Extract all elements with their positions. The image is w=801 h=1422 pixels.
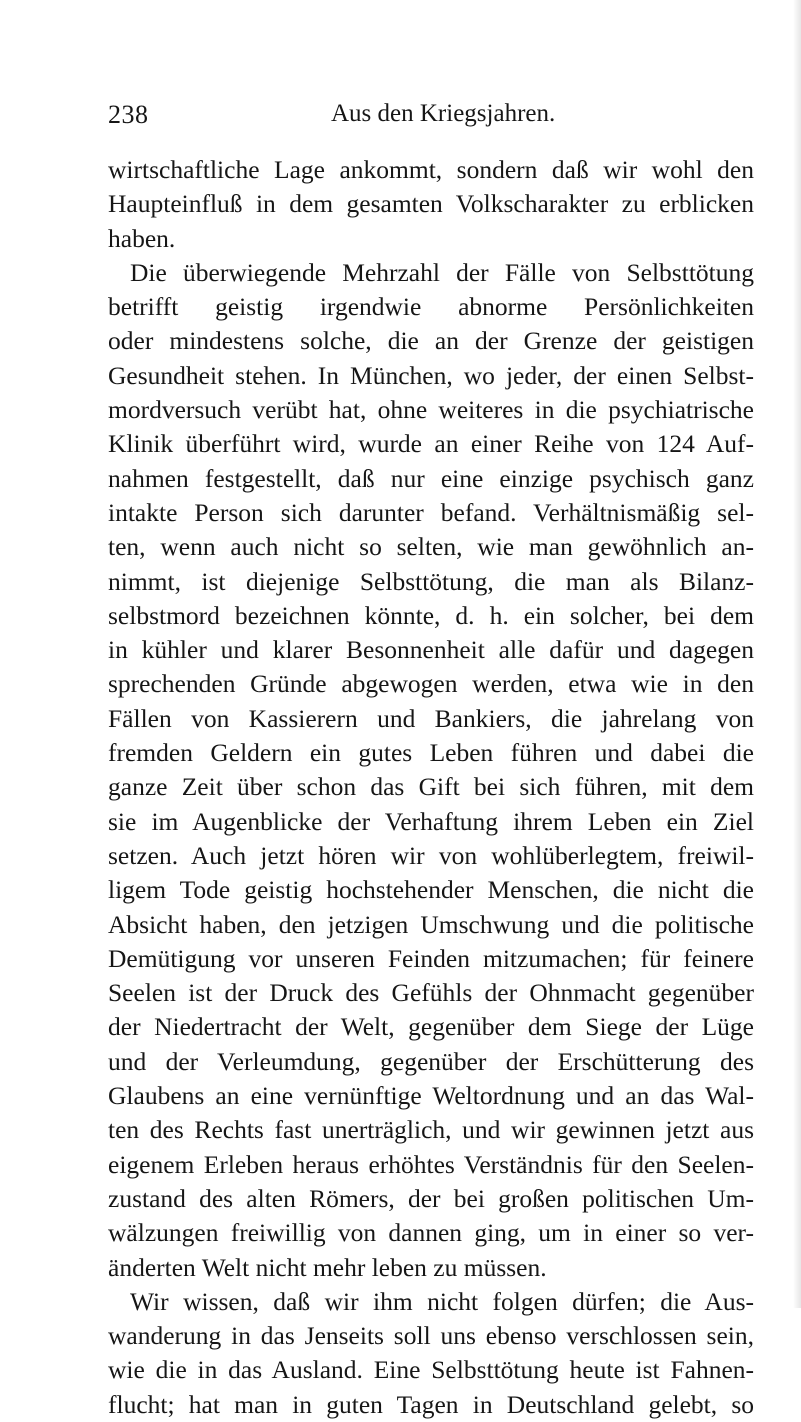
text-line: Seelen ist der Druck des Gefühls der Ohnmacht gegenüber xyxy=(108,978,754,1008)
text-line: wirtschaftliche Lage ankommt, sondern daß wir wohl den xyxy=(108,155,754,184)
text-line: in kühler und klarer Besonnenheit alle dafür und dagegen xyxy=(108,635,754,665)
text-line: und der Verleumdung, gegenüber der Erschütterung des xyxy=(108,1046,754,1076)
text-line: wanderung in das Jenseits soll uns ebenso verschlossen sein, xyxy=(108,1321,754,1351)
text-line: fremden Geldern ein gutes Leben führen und dabei die xyxy=(108,738,754,768)
text-line: Die überwiegende Mehrzahl der Fälle von Selbsttötung xyxy=(130,257,754,287)
text-line: Wir wissen, daß wir ihm nicht folgen dürfen; die Aus- xyxy=(130,1286,754,1316)
text-line: sie im Augenblicke der Verhaftung ihrem Leben ein Ziel xyxy=(108,806,754,836)
text-line: zustand des alten Römers, der bei großen politischen Um- xyxy=(108,1183,754,1213)
text-line: mordversuch verübt hat, ohne weiteres in die psychiatrische xyxy=(108,395,754,425)
text-line: Gesundheit stehen. In München, wo jeder, der einen Selbst- xyxy=(108,360,754,390)
text-line: selbstmord bezeichnen könnte, d. h. ein solcher, bei dem xyxy=(108,600,754,630)
text-line: intakte Person sich darunter befand. Verhältnismäßig sel- xyxy=(108,497,754,527)
text-line: setzen. Auch jetzt hören wir von wohlüberlegtem, freiwil- xyxy=(108,840,754,870)
text-line: nahmen festgestellt, daß nur eine einzige psychisch ganz xyxy=(108,463,754,493)
page-edge-shadow xyxy=(793,0,801,1308)
text-line: eigenem Erleben heraus erhöhtes Verständnis für den Seelen- xyxy=(108,1149,754,1179)
page-number: 238 xyxy=(108,100,149,129)
text-line: haben. xyxy=(108,223,176,253)
text-line: wälzungen freiwillig von dannen ging, um in einer so ver- xyxy=(108,1218,754,1248)
text-line: ganze Zeit über schon das Gift bei sich führen, mit dem xyxy=(108,772,754,802)
text-line: Klinik überführt wird, wurde an einer Reihe von 124 Auf- xyxy=(108,429,754,459)
text-line: ligem Tode geistig hochstehender Menschen, die nicht die xyxy=(108,875,754,905)
text-line: ten des Rechts fast unerträglich, und wir gewinnen jetzt aus xyxy=(108,1115,754,1145)
text-line: Fällen von Kassierern und Bankiers, die jahrelang von xyxy=(108,703,754,733)
text-line: Haupteinfluß in dem gesamten Volkscharakter zu erblicken xyxy=(108,189,754,219)
text-line: der Niedertracht der Welt, gegenüber dem Siege der Lüge xyxy=(108,1012,754,1042)
page-header xyxy=(0,96,801,136)
text-line: nimmt, ist diejenige Selbsttötung, die man als Bilanz- xyxy=(108,566,754,596)
text-line: betrifft geistig irgendwie abnorme Persönlichkeiten xyxy=(108,292,754,322)
running-head: Aus den Kriegsjahren. xyxy=(331,100,556,127)
text-line: Demütigung vor unseren Feinden mitzumachen; für feinere xyxy=(108,943,754,973)
text-line: Glaubens an eine vernünftige Weltordnung und an das Wal- xyxy=(108,1081,754,1111)
text-line: oder mindestens solche, die an der Grenze der geistigen xyxy=(108,326,754,356)
text-line: wie die in das Ausland. Eine Selbsttötung heute ist Fahnen- xyxy=(108,1355,754,1385)
text-line: flucht; hat man in guten Tagen in Deutschland gelebt, so xyxy=(108,1389,754,1419)
text-line: sprechenden Gründe abgewogen werden, etwa wie in den xyxy=(108,669,754,699)
text-line: ten, wenn auch nicht so selten, wie man gewöhnlich an- xyxy=(108,532,754,562)
text-line: änderten Welt nicht mehr leben zu müssen. xyxy=(108,1252,547,1282)
body-text xyxy=(108,153,754,1422)
text-line: Absicht haben, den jetzigen Umschwung und die politische xyxy=(108,909,754,939)
